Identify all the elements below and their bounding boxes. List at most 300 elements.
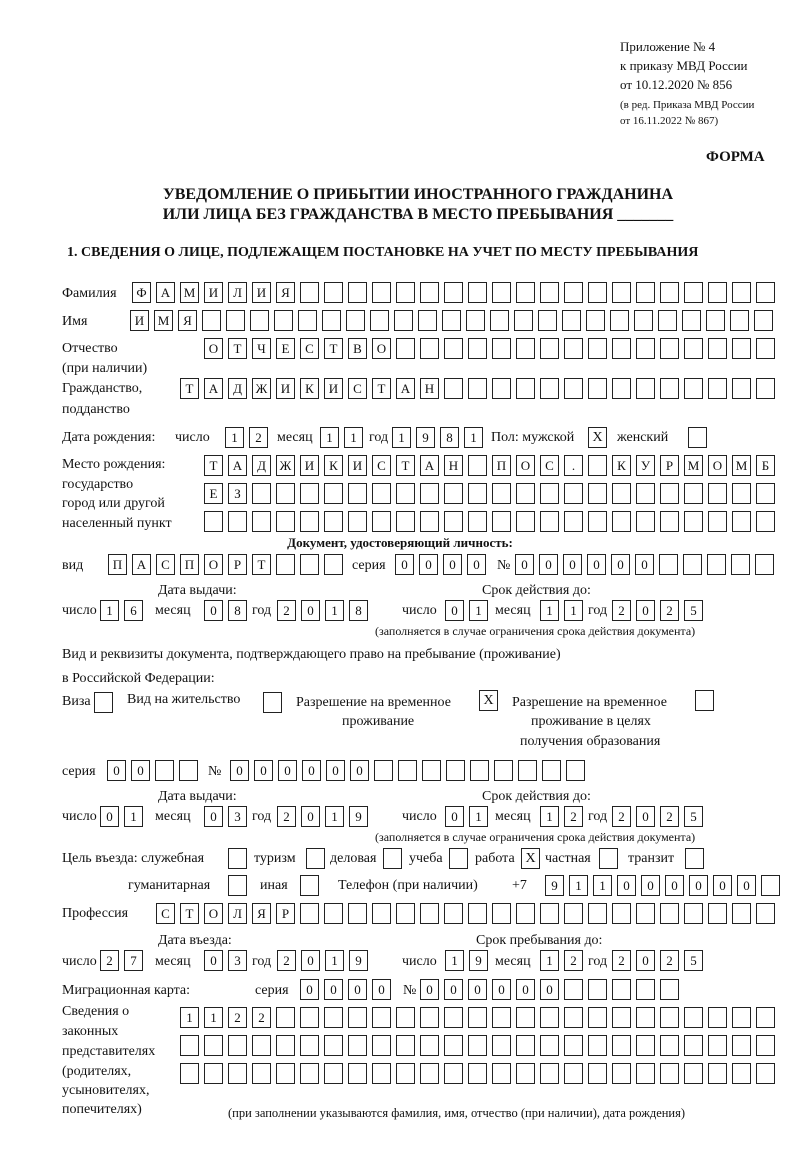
char-cell[interactable] <box>755 554 774 575</box>
char-cell[interactable] <box>660 282 679 303</box>
char-cell[interactable]: 0 <box>665 875 684 896</box>
char-cell[interactable] <box>564 1063 583 1084</box>
char-cell[interactable]: 0 <box>372 979 391 1000</box>
char-cell[interactable]: П <box>108 554 127 575</box>
char-cell[interactable]: 0 <box>445 600 464 621</box>
char-cell[interactable] <box>396 282 415 303</box>
char-cell[interactable] <box>276 1063 295 1084</box>
char-cell[interactable] <box>468 455 487 476</box>
char-cell[interactable] <box>612 979 631 1000</box>
char-cell[interactable] <box>684 282 703 303</box>
char-cell[interactable] <box>756 338 775 359</box>
char-cell[interactable] <box>250 310 269 331</box>
char-cell[interactable] <box>708 378 727 399</box>
char-cell[interactable]: И <box>252 282 271 303</box>
char-cell[interactable]: А <box>228 455 247 476</box>
char-cell[interactable]: 0 <box>420 979 439 1000</box>
char-cell[interactable]: 3 <box>228 806 247 827</box>
char-cell[interactable] <box>324 903 343 924</box>
char-cell[interactable] <box>300 483 319 504</box>
char-cell[interactable] <box>396 1007 415 1028</box>
char-cell[interactable] <box>538 310 557 331</box>
char-cell[interactable]: 8 <box>349 600 368 621</box>
char-cell[interactable] <box>274 310 293 331</box>
char-cell[interactable]: Т <box>252 554 271 575</box>
char-cell[interactable] <box>708 1007 727 1028</box>
char-cell[interactable]: С <box>300 338 319 359</box>
char-cell[interactable] <box>732 282 751 303</box>
char-cell[interactable] <box>372 282 391 303</box>
char-cell[interactable] <box>370 310 389 331</box>
char-cell[interactable] <box>684 903 703 924</box>
char-cell[interactable]: Л <box>228 903 247 924</box>
char-cell[interactable] <box>588 282 607 303</box>
char-cell[interactable] <box>514 310 533 331</box>
char-cell[interactable] <box>492 378 511 399</box>
char-cell[interactable] <box>468 483 487 504</box>
char-cell[interactable] <box>180 1063 199 1084</box>
char-cell[interactable] <box>564 338 583 359</box>
char-cell[interactable] <box>708 903 727 924</box>
char-cell[interactable]: 2 <box>277 950 296 971</box>
char-cell[interactable]: 0 <box>326 760 345 781</box>
char-cell[interactable] <box>658 310 677 331</box>
char-cell[interactable] <box>516 1007 535 1028</box>
char-cell[interactable] <box>684 1035 703 1056</box>
char-cell[interactable]: 0 <box>617 875 636 896</box>
char-cell[interactable] <box>540 903 559 924</box>
char-cell[interactable] <box>372 903 391 924</box>
char-cell[interactable] <box>276 483 295 504</box>
char-cell[interactable] <box>636 903 655 924</box>
char-cell[interactable]: 2 <box>564 950 583 971</box>
char-cell[interactable] <box>516 903 535 924</box>
char-cell[interactable] <box>300 1035 319 1056</box>
char-cell[interactable]: 0 <box>445 806 464 827</box>
sex-male-checkbox[interactable]: X <box>588 427 607 448</box>
char-cell[interactable]: 0 <box>324 979 343 1000</box>
char-cell[interactable] <box>324 483 343 504</box>
char-cell[interactable] <box>588 1007 607 1028</box>
char-cell[interactable] <box>588 1035 607 1056</box>
char-cell[interactable]: 1 <box>469 600 488 621</box>
char-cell[interactable]: 2 <box>564 806 583 827</box>
char-cell[interactable] <box>612 1035 631 1056</box>
char-cell[interactable] <box>636 282 655 303</box>
char-cell[interactable] <box>636 1007 655 1028</box>
char-cell[interactable]: О <box>516 455 535 476</box>
char-cell[interactable]: 0 <box>540 979 559 1000</box>
char-cell[interactable]: 0 <box>611 554 630 575</box>
char-cell[interactable]: 5 <box>684 600 703 621</box>
char-cell[interactable]: 1 <box>445 950 464 971</box>
char-cell[interactable] <box>660 378 679 399</box>
char-cell[interactable] <box>732 1035 751 1056</box>
char-cell[interactable] <box>636 1063 655 1084</box>
char-cell[interactable]: 0 <box>587 554 606 575</box>
char-cell[interactable]: Н <box>420 378 439 399</box>
char-cell[interactable] <box>562 310 581 331</box>
char-cell[interactable] <box>204 1063 223 1084</box>
char-cell[interactable] <box>420 483 439 504</box>
char-cell[interactable]: 8 <box>228 600 247 621</box>
char-cell[interactable] <box>612 282 631 303</box>
char-cell[interactable] <box>470 760 489 781</box>
char-cell[interactable] <box>492 282 511 303</box>
char-cell[interactable] <box>564 1007 583 1028</box>
char-cell[interactable]: А <box>204 378 223 399</box>
char-cell[interactable]: 0 <box>301 600 320 621</box>
char-cell[interactable] <box>612 1063 631 1084</box>
trp-education-checkbox[interactable] <box>695 690 714 711</box>
char-cell[interactable]: 0 <box>467 554 486 575</box>
char-cell[interactable] <box>564 378 583 399</box>
char-cell[interactable] <box>612 1007 631 1028</box>
char-cell[interactable] <box>492 483 511 504</box>
char-cell[interactable]: 1 <box>320 427 339 448</box>
char-cell[interactable]: 1 <box>593 875 612 896</box>
char-cell[interactable] <box>398 760 417 781</box>
char-cell[interactable] <box>396 1035 415 1056</box>
char-cell[interactable]: 1 <box>469 806 488 827</box>
char-cell[interactable]: Ж <box>252 378 271 399</box>
char-cell[interactable]: 6 <box>124 600 143 621</box>
char-cell[interactable]: 2 <box>228 1007 247 1028</box>
char-cell[interactable] <box>756 903 775 924</box>
char-cell[interactable]: 0 <box>107 760 126 781</box>
char-cell[interactable] <box>659 554 678 575</box>
purpose-private-checkbox[interactable] <box>599 848 618 869</box>
char-cell[interactable]: 2 <box>660 600 679 621</box>
trp-checkbox[interactable]: X <box>479 690 498 711</box>
char-cell[interactable]: Б <box>756 455 775 476</box>
char-cell[interactable] <box>442 310 461 331</box>
char-cell[interactable]: Ж <box>276 455 295 476</box>
char-cell[interactable]: Е <box>276 338 295 359</box>
char-cell[interactable] <box>348 903 367 924</box>
char-cell[interactable] <box>708 1063 727 1084</box>
char-cell[interactable]: 0 <box>100 806 119 827</box>
char-cell[interactable] <box>300 511 319 532</box>
char-cell[interactable] <box>490 310 509 331</box>
char-cell[interactable]: Р <box>228 554 247 575</box>
purpose-study-checkbox[interactable] <box>449 848 468 869</box>
char-cell[interactable] <box>444 511 463 532</box>
char-cell[interactable]: 1 <box>392 427 411 448</box>
purpose-business-checkbox[interactable] <box>383 848 402 869</box>
char-cell[interactable]: М <box>684 455 703 476</box>
char-cell[interactable] <box>636 378 655 399</box>
char-cell[interactable] <box>420 1063 439 1084</box>
char-cell[interactable]: К <box>324 455 343 476</box>
char-cell[interactable] <box>660 979 679 1000</box>
char-cell[interactable] <box>444 483 463 504</box>
char-cell[interactable] <box>252 511 271 532</box>
char-cell[interactable] <box>348 1007 367 1028</box>
char-cell[interactable] <box>276 1035 295 1056</box>
char-cell[interactable] <box>612 903 631 924</box>
char-cell[interactable] <box>586 310 605 331</box>
char-cell[interactable]: О <box>708 455 727 476</box>
char-cell[interactable] <box>612 338 631 359</box>
char-cell[interactable]: П <box>180 554 199 575</box>
char-cell[interactable] <box>228 1063 247 1084</box>
char-cell[interactable] <box>444 378 463 399</box>
char-cell[interactable] <box>756 1007 775 1028</box>
char-cell[interactable]: С <box>156 903 175 924</box>
char-cell[interactable] <box>588 1063 607 1084</box>
char-cell[interactable] <box>588 378 607 399</box>
char-cell[interactable]: 2 <box>249 427 268 448</box>
char-cell[interactable] <box>612 378 631 399</box>
char-cell[interactable] <box>492 1035 511 1056</box>
char-cell[interactable] <box>636 1035 655 1056</box>
char-cell[interactable] <box>708 511 727 532</box>
char-cell[interactable] <box>252 1063 271 1084</box>
char-cell[interactable]: И <box>276 378 295 399</box>
char-cell[interactable] <box>731 554 750 575</box>
char-cell[interactable] <box>564 483 583 504</box>
char-cell[interactable] <box>682 310 701 331</box>
char-cell[interactable]: Т <box>396 455 415 476</box>
char-cell[interactable] <box>683 554 702 575</box>
char-cell[interactable]: 1 <box>540 950 559 971</box>
char-cell[interactable] <box>732 338 751 359</box>
char-cell[interactable] <box>564 1035 583 1056</box>
char-cell[interactable] <box>372 1035 391 1056</box>
char-cell[interactable]: 1 <box>569 875 588 896</box>
char-cell[interactable]: 0 <box>689 875 708 896</box>
char-cell[interactable]: Т <box>204 455 223 476</box>
char-cell[interactable] <box>660 483 679 504</box>
char-cell[interactable] <box>708 1035 727 1056</box>
char-cell[interactable]: 1 <box>464 427 483 448</box>
char-cell[interactable]: 7 <box>124 950 143 971</box>
char-cell[interactable] <box>516 282 535 303</box>
char-cell[interactable]: Е <box>204 483 223 504</box>
char-cell[interactable] <box>372 1063 391 1084</box>
char-cell[interactable]: 9 <box>349 950 368 971</box>
char-cell[interactable] <box>394 310 413 331</box>
char-cell[interactable] <box>420 1035 439 1056</box>
char-cell[interactable] <box>396 903 415 924</box>
char-cell[interactable] <box>348 483 367 504</box>
char-cell[interactable]: Т <box>372 378 391 399</box>
char-cell[interactable]: 2 <box>660 950 679 971</box>
char-cell[interactable] <box>684 1063 703 1084</box>
char-cell[interactable]: 1 <box>344 427 363 448</box>
char-cell[interactable] <box>540 1035 559 1056</box>
char-cell[interactable] <box>444 1007 463 1028</box>
char-cell[interactable] <box>636 338 655 359</box>
char-cell[interactable]: Р <box>660 455 679 476</box>
char-cell[interactable]: О <box>204 903 223 924</box>
char-cell[interactable]: 0 <box>300 979 319 1000</box>
char-cell[interactable] <box>396 511 415 532</box>
char-cell[interactable]: 0 <box>419 554 438 575</box>
char-cell[interactable] <box>396 1063 415 1084</box>
char-cell[interactable]: 0 <box>131 760 150 781</box>
char-cell[interactable] <box>516 1063 535 1084</box>
char-cell[interactable] <box>708 483 727 504</box>
char-cell[interactable]: Я <box>276 282 295 303</box>
char-cell[interactable]: . <box>564 455 583 476</box>
char-cell[interactable] <box>468 903 487 924</box>
char-cell[interactable]: Н <box>444 455 463 476</box>
char-cell[interactable]: Я <box>178 310 197 331</box>
char-cell[interactable] <box>542 760 561 781</box>
char-cell[interactable] <box>684 511 703 532</box>
char-cell[interactable] <box>588 338 607 359</box>
char-cell[interactable] <box>756 483 775 504</box>
char-cell[interactable]: 0 <box>204 600 223 621</box>
char-cell[interactable] <box>228 511 247 532</box>
char-cell[interactable] <box>324 511 343 532</box>
char-cell[interactable] <box>468 1035 487 1056</box>
char-cell[interactable]: О <box>372 338 391 359</box>
char-cell[interactable]: 0 <box>492 979 511 1000</box>
char-cell[interactable]: 9 <box>349 806 368 827</box>
char-cell[interactable]: 0 <box>230 760 249 781</box>
char-cell[interactable]: 1 <box>325 600 344 621</box>
char-cell[interactable]: М <box>732 455 751 476</box>
char-cell[interactable]: М <box>180 282 199 303</box>
char-cell[interactable] <box>298 310 317 331</box>
char-cell[interactable] <box>202 310 221 331</box>
char-cell[interactable]: С <box>372 455 391 476</box>
char-cell[interactable] <box>636 483 655 504</box>
char-cell[interactable]: О <box>204 554 223 575</box>
char-cell[interactable] <box>226 310 245 331</box>
char-cell[interactable]: А <box>132 554 151 575</box>
char-cell[interactable] <box>324 282 343 303</box>
char-cell[interactable] <box>324 1035 343 1056</box>
char-cell[interactable] <box>516 511 535 532</box>
char-cell[interactable] <box>564 979 583 1000</box>
char-cell[interactable]: 0 <box>539 554 558 575</box>
char-cell[interactable]: 1 <box>225 427 244 448</box>
char-cell[interactable] <box>422 760 441 781</box>
char-cell[interactable] <box>564 282 583 303</box>
char-cell[interactable]: И <box>324 378 343 399</box>
char-cell[interactable]: 0 <box>350 760 369 781</box>
char-cell[interactable] <box>588 903 607 924</box>
char-cell[interactable]: 1 <box>124 806 143 827</box>
char-cell[interactable] <box>708 338 727 359</box>
char-cell[interactable] <box>588 455 607 476</box>
char-cell[interactable]: 1 <box>180 1007 199 1028</box>
char-cell[interactable] <box>418 310 437 331</box>
char-cell[interactable] <box>540 338 559 359</box>
char-cell[interactable] <box>660 1007 679 1028</box>
char-cell[interactable] <box>540 1063 559 1084</box>
char-cell[interactable]: 2 <box>660 806 679 827</box>
char-cell[interactable]: Ч <box>252 338 271 359</box>
char-cell[interactable]: 0 <box>635 554 654 575</box>
char-cell[interactable] <box>756 378 775 399</box>
char-cell[interactable]: Я <box>252 903 271 924</box>
char-cell[interactable]: 2 <box>612 806 631 827</box>
char-cell[interactable]: М <box>154 310 173 331</box>
char-cell[interactable] <box>348 1063 367 1084</box>
purpose-work-checkbox[interactable]: X <box>521 848 540 869</box>
char-cell[interactable] <box>516 1035 535 1056</box>
char-cell[interactable] <box>756 282 775 303</box>
char-cell[interactable] <box>444 282 463 303</box>
char-cell[interactable]: 0 <box>444 979 463 1000</box>
char-cell[interactable]: К <box>300 378 319 399</box>
purpose-official-checkbox[interactable] <box>228 848 247 869</box>
char-cell[interactable]: Ф <box>132 282 151 303</box>
char-cell[interactable] <box>446 760 465 781</box>
char-cell[interactable] <box>564 903 583 924</box>
char-cell[interactable] <box>372 483 391 504</box>
char-cell[interactable] <box>444 338 463 359</box>
char-cell[interactable]: 0 <box>636 806 655 827</box>
char-cell[interactable]: 0 <box>301 950 320 971</box>
char-cell[interactable] <box>516 378 535 399</box>
char-cell[interactable] <box>706 310 725 331</box>
char-cell[interactable] <box>540 511 559 532</box>
char-cell[interactable] <box>420 282 439 303</box>
char-cell[interactable] <box>468 378 487 399</box>
char-cell[interactable] <box>348 1035 367 1056</box>
char-cell[interactable] <box>732 903 751 924</box>
char-cell[interactable] <box>420 511 439 532</box>
char-cell[interactable]: С <box>156 554 175 575</box>
char-cell[interactable]: 1 <box>204 1007 223 1028</box>
char-cell[interactable] <box>660 903 679 924</box>
purpose-humanitarian-checkbox[interactable] <box>228 875 247 896</box>
char-cell[interactable] <box>707 554 726 575</box>
char-cell[interactable]: 0 <box>301 806 320 827</box>
char-cell[interactable] <box>540 1007 559 1028</box>
char-cell[interactable] <box>588 979 607 1000</box>
visa-checkbox[interactable] <box>94 692 113 713</box>
char-cell[interactable] <box>634 310 653 331</box>
char-cell[interactable]: Д <box>228 378 247 399</box>
char-cell[interactable] <box>300 1063 319 1084</box>
char-cell[interactable]: В <box>348 338 367 359</box>
char-cell[interactable] <box>468 1063 487 1084</box>
char-cell[interactable]: И <box>300 455 319 476</box>
char-cell[interactable] <box>492 903 511 924</box>
char-cell[interactable] <box>346 310 365 331</box>
char-cell[interactable] <box>540 483 559 504</box>
char-cell[interactable] <box>516 338 535 359</box>
char-cell[interactable] <box>518 760 537 781</box>
char-cell[interactable] <box>756 1063 775 1084</box>
char-cell[interactable] <box>612 483 631 504</box>
char-cell[interactable]: Т <box>180 378 199 399</box>
char-cell[interactable]: 0 <box>278 760 297 781</box>
char-cell[interactable]: Д <box>252 455 271 476</box>
char-cell[interactable] <box>300 282 319 303</box>
char-cell[interactable]: 5 <box>684 950 703 971</box>
char-cell[interactable] <box>179 760 198 781</box>
char-cell[interactable]: 0 <box>636 600 655 621</box>
char-cell[interactable] <box>660 511 679 532</box>
char-cell[interactable]: Т <box>324 338 343 359</box>
char-cell[interactable]: 0 <box>563 554 582 575</box>
char-cell[interactable]: 0 <box>713 875 732 896</box>
char-cell[interactable]: У <box>636 455 655 476</box>
char-cell[interactable]: 0 <box>348 979 367 1000</box>
char-cell[interactable] <box>732 1063 751 1084</box>
char-cell[interactable] <box>564 511 583 532</box>
char-cell[interactable] <box>566 760 585 781</box>
char-cell[interactable]: 0 <box>395 554 414 575</box>
